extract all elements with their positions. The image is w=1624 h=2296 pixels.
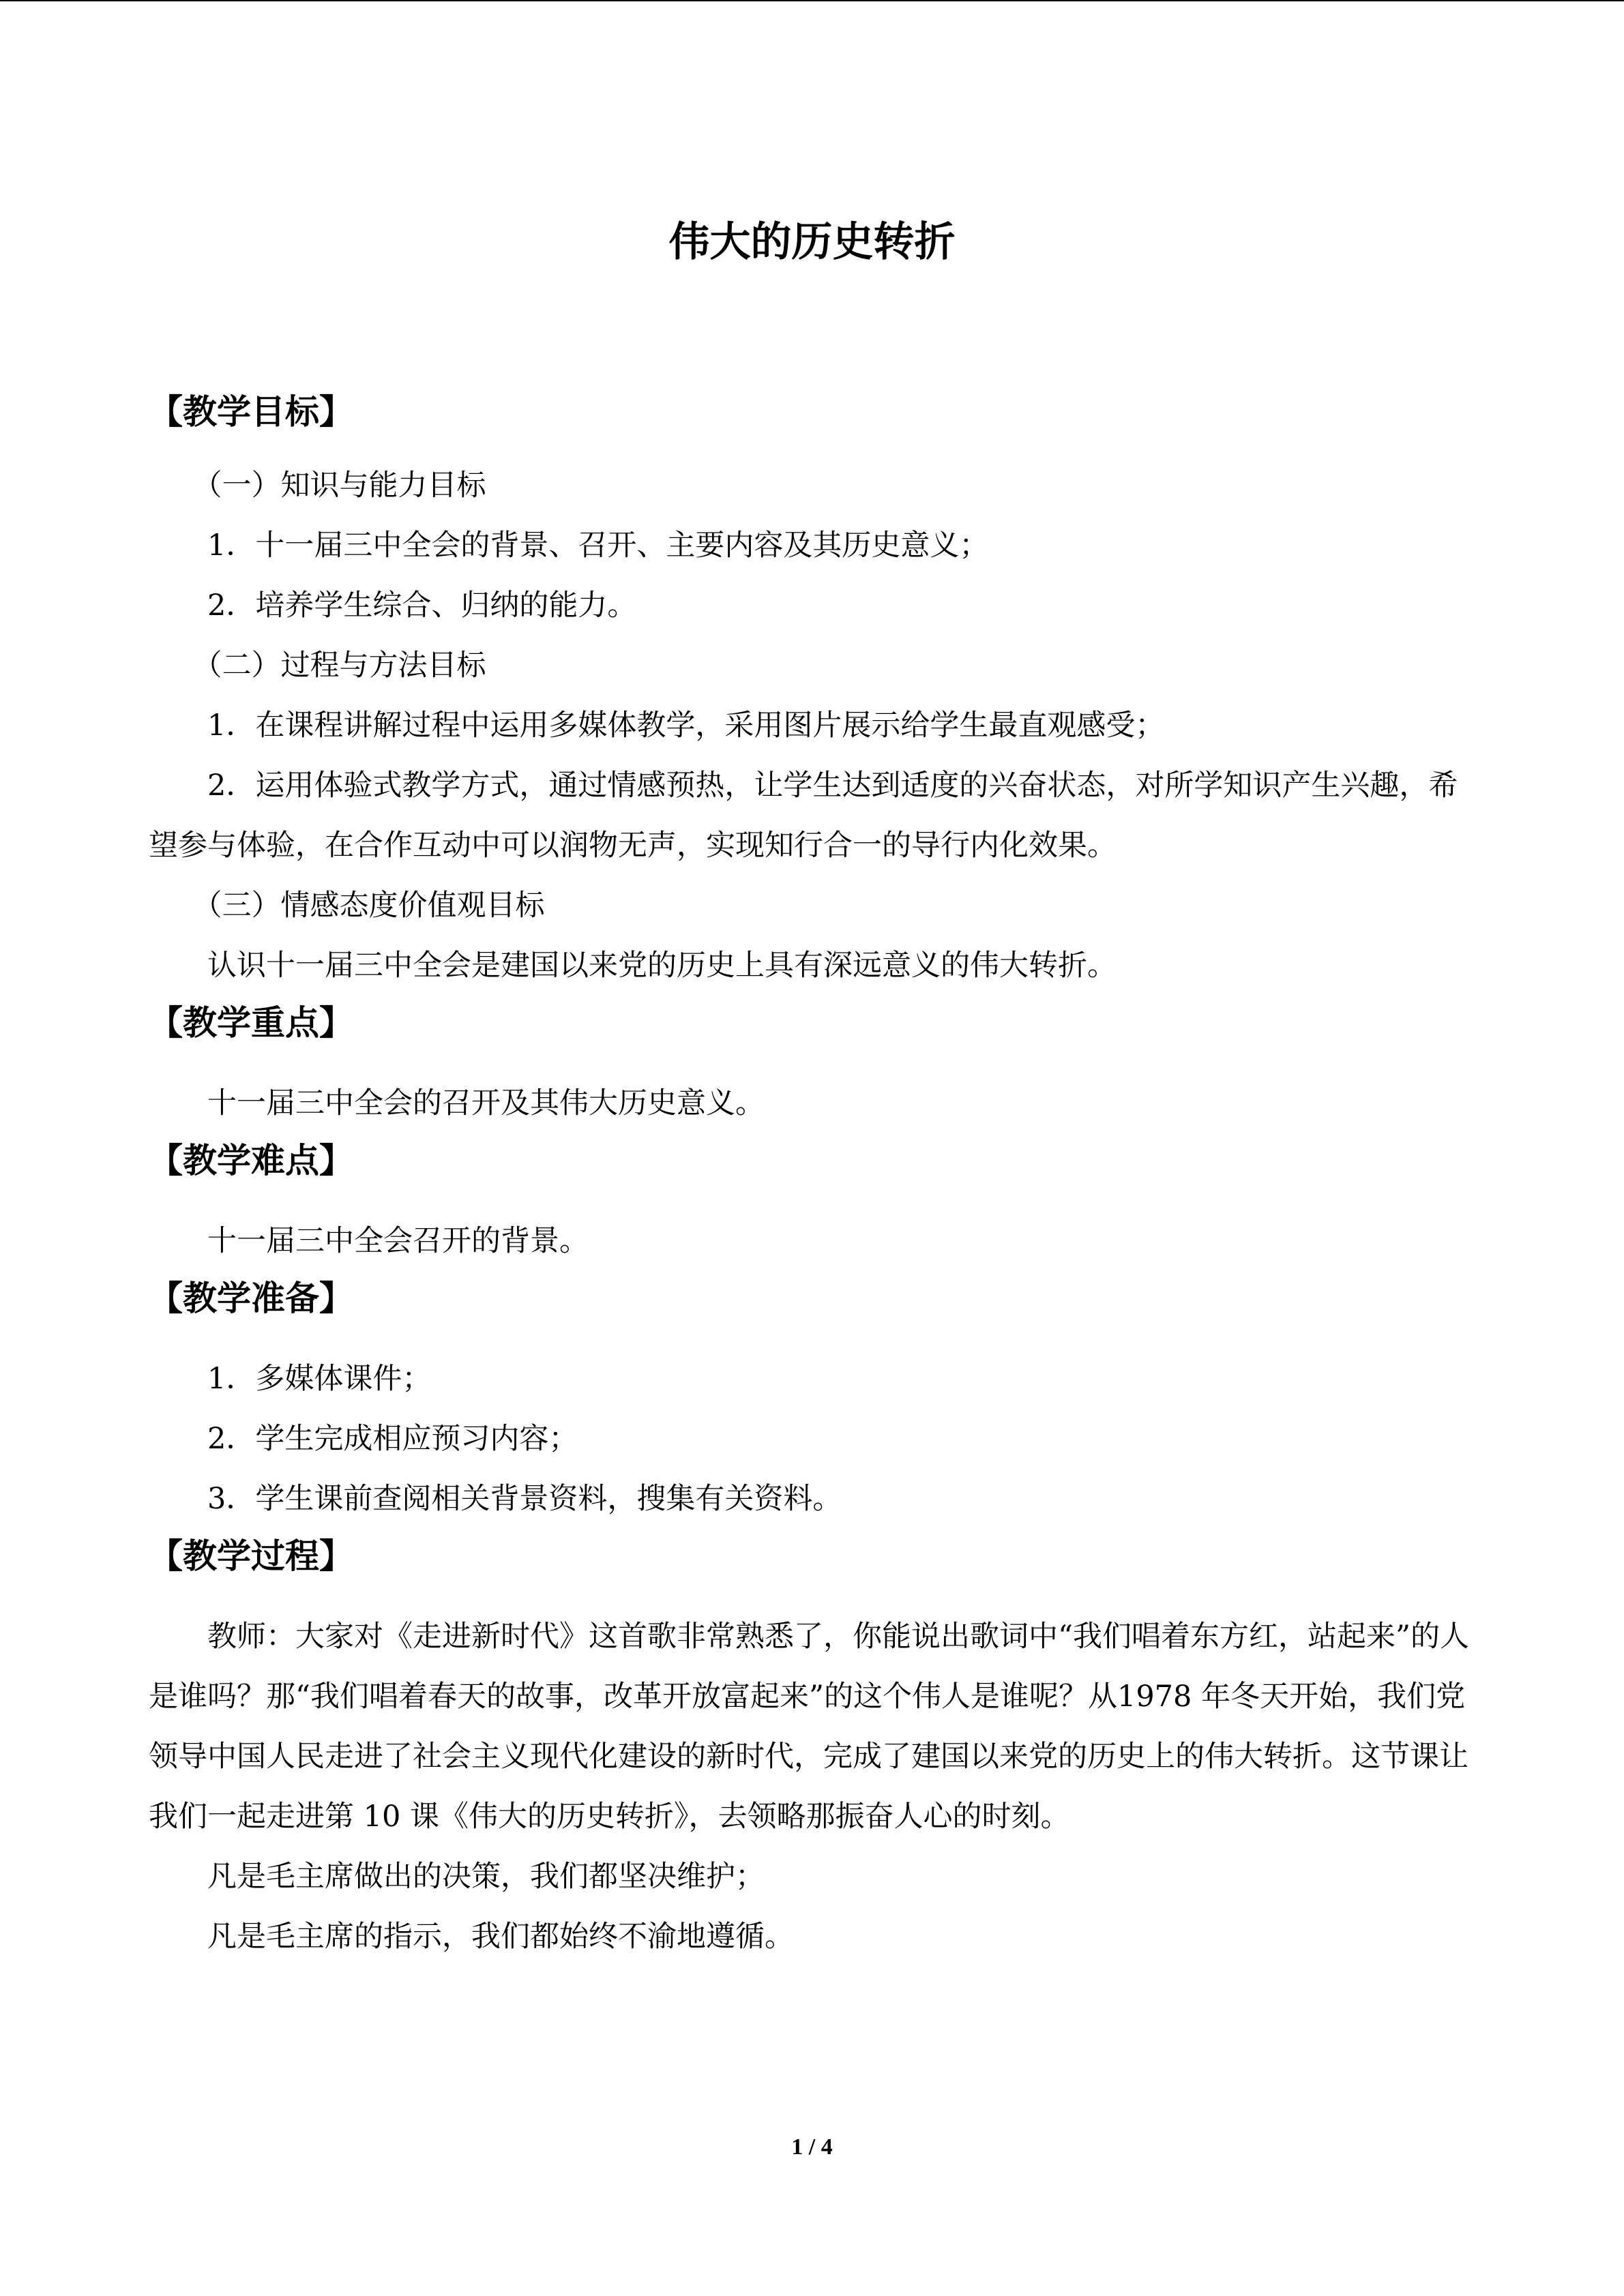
paragraph: 凡是毛主席做出的决策，我们都坚决维护； [207,1860,765,1894]
page-number: 1 / 4 [791,2134,833,2160]
subheading-knowledge: （一）知识与能力目标 [192,468,486,503]
list-item: 2．运用体验式教学方式，通过情感预热，让学生达到适度的兴奋状态，对所学知识产生兴趣，希望参与体验，在合作互动中可以润物无声，实现知行合一的导行内化效果。 [149,769,1458,863]
subheading-process-methods: （二）过程与方法目标 [192,648,486,683]
section-heading-process: 【教学过程】 [149,1536,353,1576]
paragraph: 十一届三中全会召开的背景。 [207,1224,589,1258]
section-heading-difficulties: 【教学难点】 [149,1141,353,1180]
section-heading-objectives: 【教学目标】 [149,392,353,432]
list-item: 2．学生完成相应预习内容； [207,1422,578,1456]
section-heading-key-points: 【教学重点】 [149,1003,353,1043]
subheading-emotion-values: （三）情感态度价值观目标 [192,889,545,923]
paragraph: 十一届三中全会的召开及其伟大历史意义。 [207,1086,765,1120]
list-item: 认识十一届三中全会是建国以来党的历史上具有深远意义的伟大转折。 [207,949,1117,983]
document-title: 伟大的历史转折 [668,218,956,266]
list-item: 3．学生课前查阅相关背景资料，搜集有关资料。 [207,1482,842,1516]
list-item: 1．在课程讲解过程中运用多媒体教学，采用图片展示给学生最直观感受； [207,709,1165,743]
list-item: 1．多媒体课件； [207,1362,432,1396]
list-item: 1．十一届三中全会的背景、召开、主要内容及其历史意义； [207,528,989,563]
document-body [149,385,1475,1967]
paragraph: 凡是毛主席的指示，我们都始终不渝地遵循。 [207,1920,794,1954]
list-item: 2．培养学生综合、归纳的能力。 [207,588,637,623]
paragraph: 教师：大家对《走进新时代》这首歌非常熟悉了，你能说出歌词中“我们唱着东方红，站起来”的人是谁吗？那“我们唱着春天的故事，改革开放富起来”的这个伟人是谁呢？从1978 年冬天开始，我们党领导中国人民走进了社会主义现代化建设的新时代，完成了建国以来党的历史上的伟大转折。这节课让我们一起走进第 10 课《伟大的历史转折》，去领略那振奋人心的时刻。 [149,1620,1469,1834]
section-heading-preparation: 【教学准备】 [149,1279,353,1318]
